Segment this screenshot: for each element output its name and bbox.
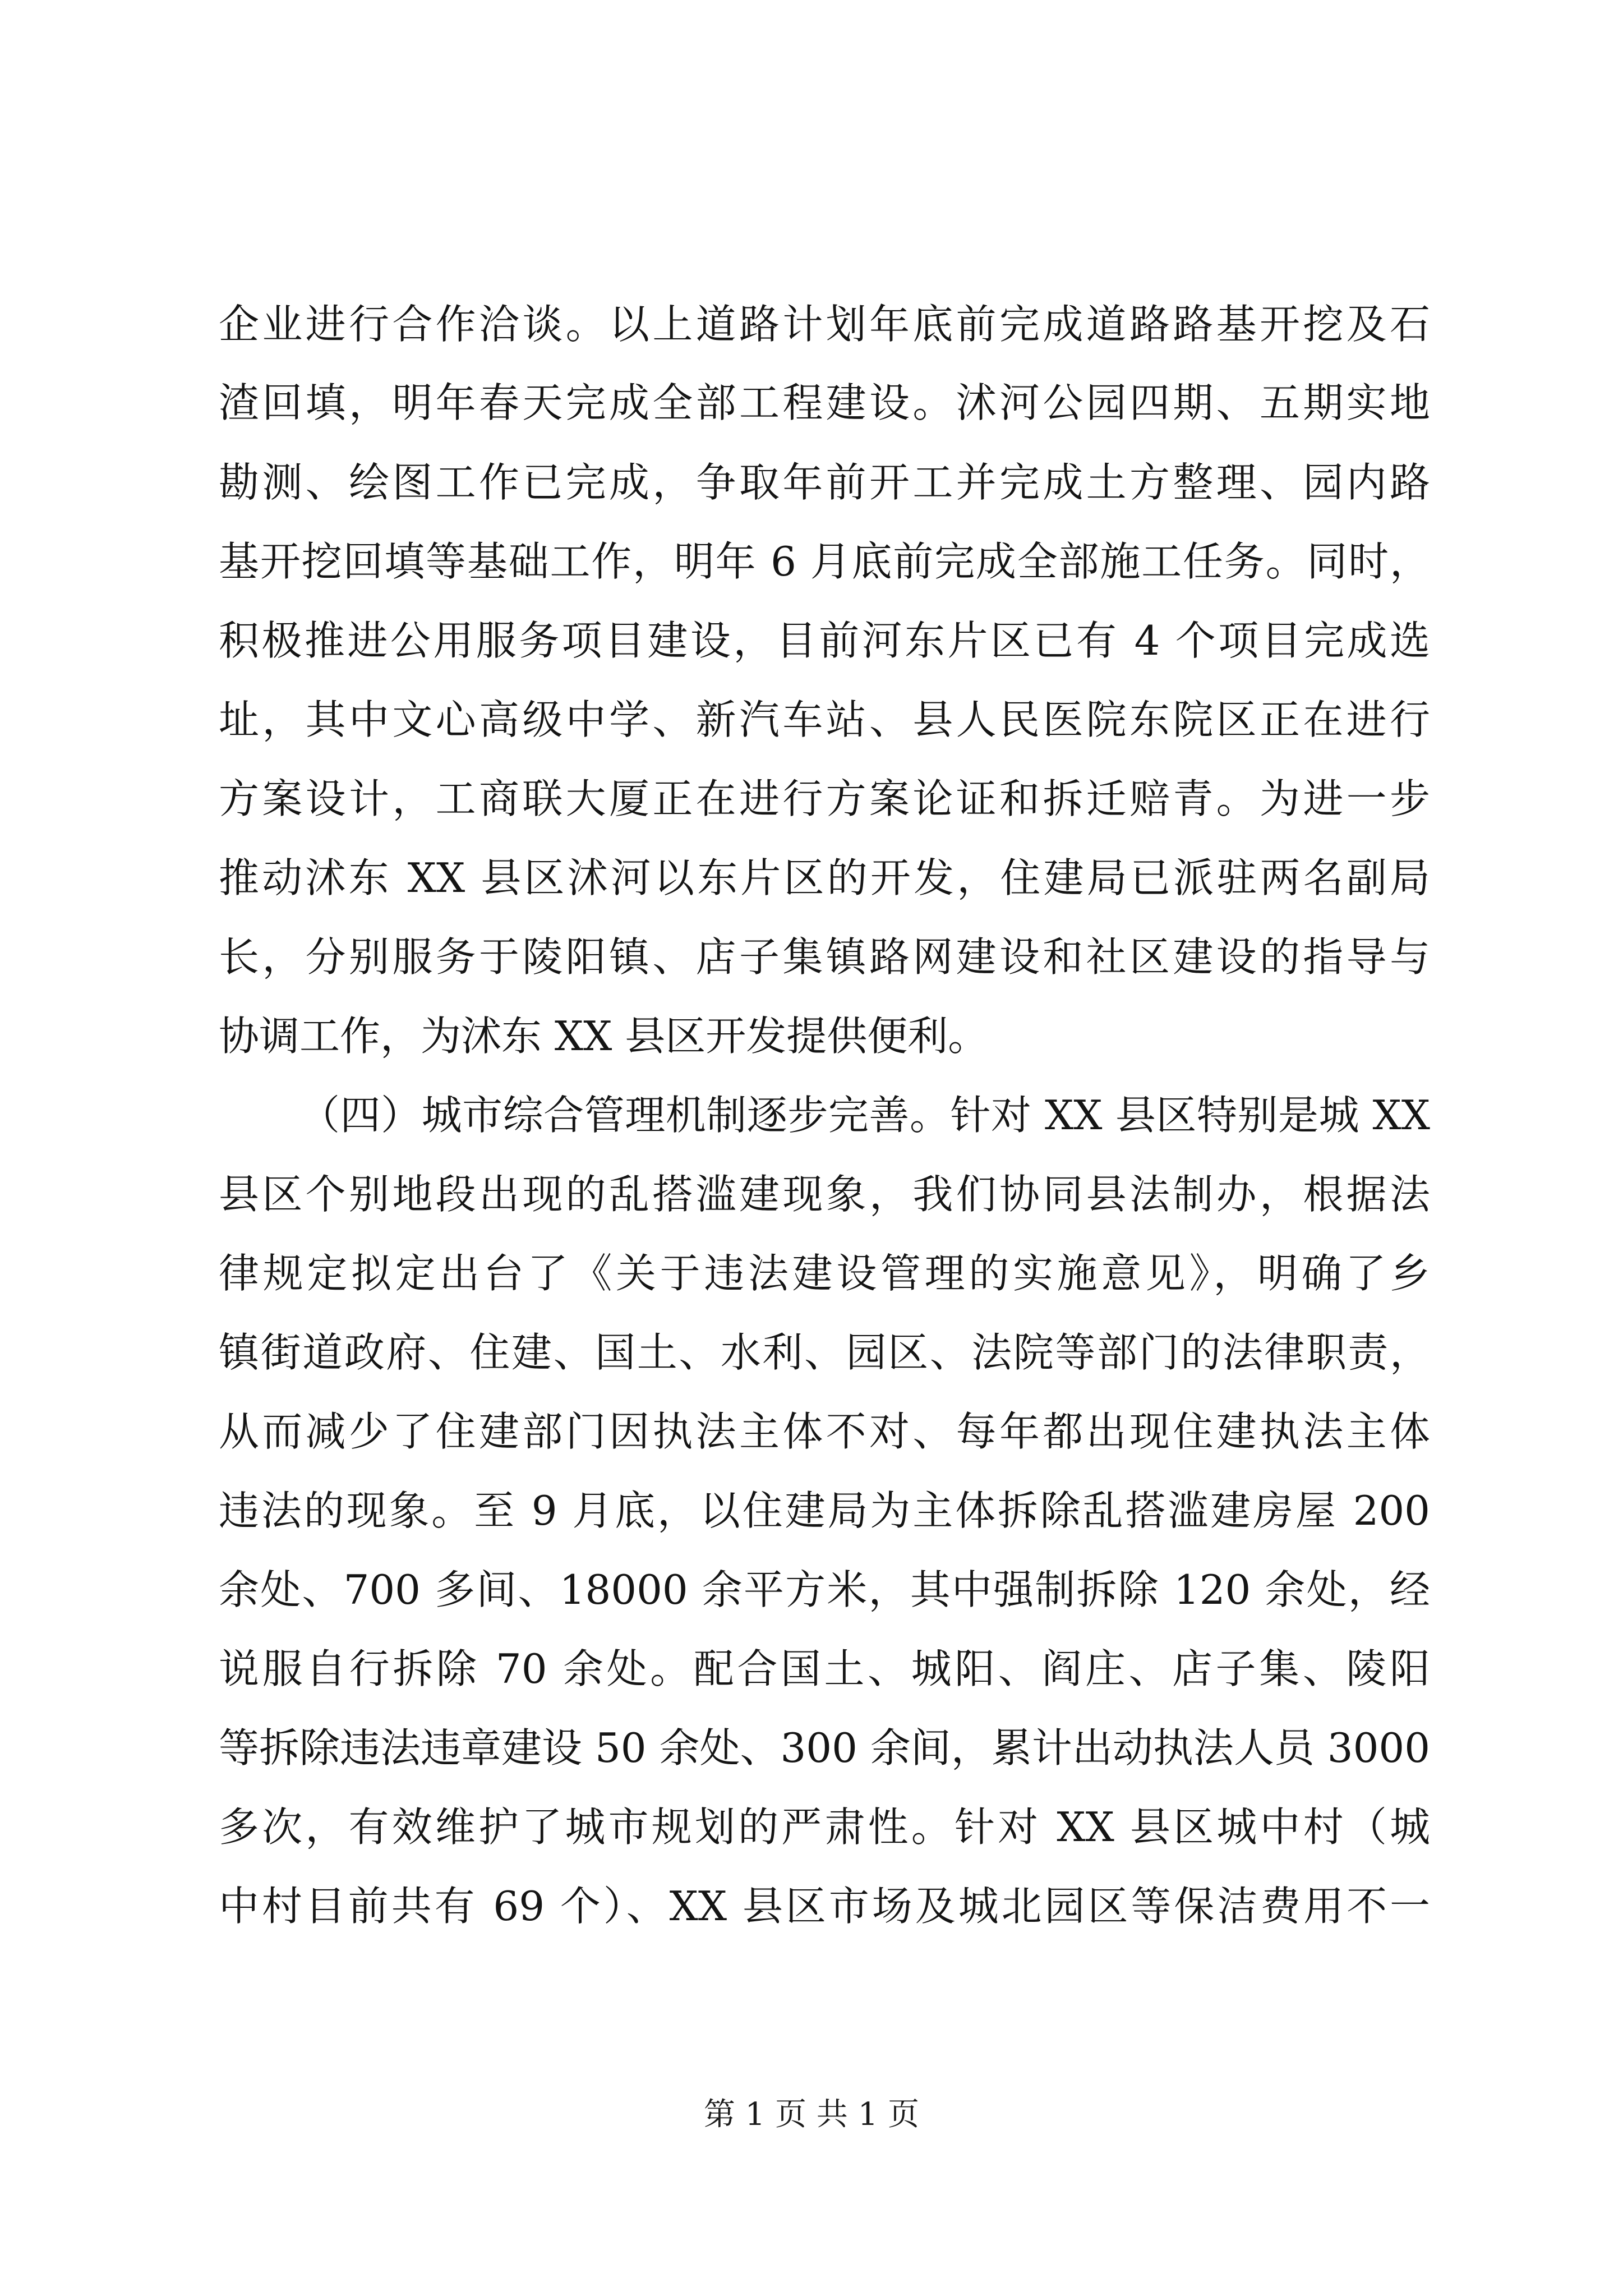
text-line: 从而减少了住建部门因执法主体不对、每年都出现住建执法主体: [219, 1408, 1430, 1455]
text-line: 等拆除违法违章建设 50 余处、300 余间，累计出动执法人员 3000: [219, 1724, 1430, 1772]
text-line: 多次，有效维护了城市规划的严肃性。针对 XX 县区城中村（城: [219, 1803, 1430, 1851]
text-line: 中村目前共有 69 个）、XX 县区市场及城北园区等保洁费用不一: [219, 1883, 1430, 1930]
text-line: 积极推进公用服务项目建设，目前河东片区已有 4 个项目完成选: [219, 617, 1430, 664]
text-line: 方案设计，工商联大厦正在进行方案论证和拆迁赔青。为进一步: [219, 775, 1430, 822]
text-line: 长，分别服务于陵阳镇、店子集镇路网建设和社区建设的指导与: [219, 933, 1430, 981]
text-line: 余处、700 多间、18000 余平方米，其中强制拆除 120 余处，经: [219, 1566, 1430, 1613]
text-line: 企业进行合作洽谈。以上道路计划年底前完成道路路基开挖及石: [219, 301, 1430, 348]
text-line: 基开挖回填等基础工作，明年 6 月底前完成全部施工任务。同时，: [219, 538, 1430, 585]
text-line: 推动沭东 XX 县区沭河以东片区的开发，住建局已派驻两名副局: [219, 854, 1430, 901]
text-line: 协调工作，为沭东 XX 县区开发提供便利。: [219, 1013, 989, 1060]
text-line: 渣回填，明年春天完成全部工程建设。沭河公园四期、五期实地: [219, 379, 1430, 426]
text-line: 律规定拟定出台了《关于违法建设管理的实施意见》，明确了乡: [219, 1250, 1430, 1297]
text-line: 说服自行拆除 70 余处。配合国土、城阳、阎庄、店子集、陵阳: [219, 1645, 1430, 1692]
text-line: 勘测、绘图工作已完成，争取年前开工并完成土方整理、园内路: [219, 459, 1430, 506]
text-line: 址，其中文心高级中学、新汽车站、县人民医院东院区正在进行: [219, 696, 1430, 743]
text-line: 县区个别地段出现的乱搭滥建现象，我们协同县法制办，根据法: [219, 1171, 1430, 1218]
section-heading-line: （四）城市综合管理机制逐步完善。针对 XX 县区特别是城 XX: [299, 1092, 1430, 1139]
page-footer: 第 1 页 共 1 页: [703, 2096, 920, 2133]
text-line: 违法的现象。至 9 月底，以住建局为主体拆除乱搭滥建房屋 200: [219, 1487, 1430, 1534]
text-line: 镇街道政府、住建、国土、水利、园区、法院等部门的法律职责，: [219, 1329, 1430, 1376]
